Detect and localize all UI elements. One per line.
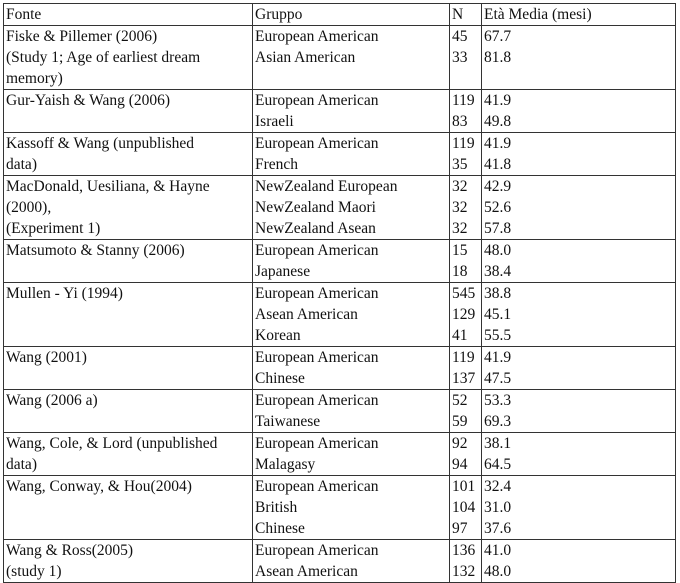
sample-size: 92 bbox=[452, 435, 468, 452]
mean-age: 41.0 bbox=[484, 542, 512, 559]
source-line: memory) bbox=[6, 70, 63, 87]
mean-age: 64.5 bbox=[484, 456, 512, 473]
sample-size: 15 bbox=[452, 242, 468, 259]
mean-age: 41.9 bbox=[484, 135, 512, 152]
group-name: Asian American bbox=[255, 49, 356, 66]
group-cell bbox=[253, 240, 450, 283]
group-name: European American bbox=[255, 349, 379, 366]
age-cell bbox=[482, 176, 676, 240]
group-cell bbox=[253, 476, 450, 540]
source-line: (Experiment 1) bbox=[6, 220, 101, 237]
source-line: Wang & Ross(2005) bbox=[6, 542, 134, 559]
sample-size: 101 bbox=[452, 478, 476, 495]
sample-size: 132 bbox=[452, 563, 476, 580]
mean-age: 67.7 bbox=[484, 28, 512, 45]
group-name: British bbox=[255, 499, 298, 516]
source-cell bbox=[4, 176, 253, 240]
source-cell bbox=[4, 540, 253, 583]
sample-size: 97 bbox=[452, 520, 468, 537]
sample-size: 32 bbox=[452, 199, 468, 216]
header-n: N bbox=[450, 4, 482, 26]
mean-age: 57.8 bbox=[484, 220, 512, 237]
sample-size: 59 bbox=[452, 413, 468, 430]
group-cell bbox=[253, 133, 450, 176]
sample-size: 104 bbox=[452, 499, 476, 516]
group-name: European American bbox=[255, 135, 379, 152]
age-cell bbox=[482, 240, 676, 283]
group-name: Asean American bbox=[255, 563, 358, 580]
n-cell bbox=[450, 240, 482, 283]
source-line: Kassoff & Wang (unpublished bbox=[6, 135, 195, 152]
sample-size: 45 bbox=[452, 28, 468, 45]
header-group: Gruppo bbox=[253, 4, 450, 26]
age-cell bbox=[482, 133, 676, 176]
group-name: European American bbox=[255, 478, 379, 495]
group-name: Israeli bbox=[255, 113, 294, 130]
source-cell bbox=[4, 390, 253, 433]
source-line: Wang, Conway, & Hou(2004) bbox=[6, 478, 192, 495]
mean-age: 53.3 bbox=[484, 392, 512, 409]
sample-size: 119 bbox=[452, 135, 475, 152]
source-line: Wang (2006 a) bbox=[6, 392, 98, 409]
mean-age: 38.1 bbox=[484, 435, 512, 452]
age-cell bbox=[482, 26, 676, 90]
table-row bbox=[4, 283, 676, 347]
group-name: NewZealand Asean bbox=[255, 220, 376, 237]
source-cell bbox=[4, 90, 253, 133]
source-cell bbox=[4, 283, 253, 347]
source-line: Wang, Cole, & Lord (unpublished bbox=[6, 435, 218, 452]
mean-age: 41.9 bbox=[484, 349, 512, 366]
group-cell bbox=[253, 176, 450, 240]
mean-age: 48.0 bbox=[484, 242, 512, 259]
source-cell bbox=[4, 133, 253, 176]
age-cell bbox=[482, 540, 676, 583]
source-line: data) bbox=[6, 156, 37, 173]
group-name: Asean American bbox=[255, 306, 358, 323]
mean-age: 31.0 bbox=[484, 499, 512, 516]
group-name: European American bbox=[255, 542, 379, 559]
table-row bbox=[4, 240, 676, 283]
group-name: European American bbox=[255, 435, 379, 452]
group-cell bbox=[253, 390, 450, 433]
sample-size: 119 bbox=[452, 349, 475, 366]
group-name: European American bbox=[255, 285, 379, 302]
n-cell bbox=[450, 347, 482, 390]
group-name: Chinese bbox=[255, 520, 305, 537]
source-cell bbox=[4, 347, 253, 390]
n-cell bbox=[450, 133, 482, 176]
sample-size: 545 bbox=[452, 285, 476, 302]
source-cell bbox=[4, 26, 253, 90]
group-name: European American bbox=[255, 92, 379, 109]
group-name: Chinese bbox=[255, 370, 305, 387]
table-row bbox=[4, 347, 676, 390]
table-row bbox=[4, 90, 676, 133]
mean-age: 49.8 bbox=[484, 113, 512, 130]
group-cell bbox=[253, 433, 450, 476]
table-row bbox=[4, 176, 676, 240]
sample-size: 119 bbox=[452, 92, 475, 109]
table-row bbox=[4, 433, 676, 476]
source-line: Mullen - Yi (1994) bbox=[6, 285, 123, 302]
age-cell bbox=[482, 476, 676, 540]
table-row bbox=[4, 26, 676, 90]
mean-age: 37.6 bbox=[484, 520, 512, 537]
sample-size: 32 bbox=[452, 178, 468, 195]
n-cell bbox=[450, 433, 482, 476]
n-cell bbox=[450, 283, 482, 347]
source-line: (Study 1; Age of earliest dream bbox=[6, 49, 201, 66]
source-line: Fiske & Pillemer (2006) bbox=[6, 28, 158, 45]
source-line: data) bbox=[6, 456, 37, 473]
group-name: NewZealand European bbox=[255, 178, 398, 195]
group-name: NewZealand Maori bbox=[255, 199, 376, 216]
mean-age: 52.6 bbox=[484, 199, 512, 216]
group-cell bbox=[253, 26, 450, 90]
source-line: Matsumoto & Stanny (2006) bbox=[6, 242, 185, 259]
group-cell bbox=[253, 283, 450, 347]
age-cell bbox=[482, 347, 676, 390]
mean-age: 41.9 bbox=[484, 92, 512, 109]
sample-size: 129 bbox=[452, 306, 476, 323]
sample-size: 18 bbox=[452, 263, 468, 280]
group-name: Taiwanese bbox=[255, 413, 321, 430]
age-cell bbox=[482, 90, 676, 133]
group-cell bbox=[253, 540, 450, 583]
group-cell bbox=[253, 90, 450, 133]
n-cell bbox=[450, 476, 482, 540]
mean-age: 47.5 bbox=[484, 370, 512, 387]
group-name: Malagasy bbox=[255, 456, 316, 473]
mean-age: 45.1 bbox=[484, 306, 512, 323]
table-row bbox=[4, 390, 676, 433]
age-cell bbox=[482, 283, 676, 347]
sample-size: 52 bbox=[452, 392, 468, 409]
group-name: European American bbox=[255, 242, 379, 259]
table-row bbox=[4, 476, 676, 540]
group-name: European American bbox=[255, 392, 379, 409]
mean-age: 41.8 bbox=[484, 156, 512, 173]
n-cell bbox=[450, 26, 482, 90]
mean-age: 38.8 bbox=[484, 285, 512, 302]
n-cell bbox=[450, 540, 482, 583]
group-cell bbox=[253, 347, 450, 390]
source-line: Wang (2001) bbox=[6, 349, 87, 366]
source-cell bbox=[4, 433, 253, 476]
table-row bbox=[4, 540, 676, 583]
n-cell bbox=[450, 390, 482, 433]
mean-age: 32.4 bbox=[484, 478, 512, 495]
sample-size: 136 bbox=[452, 542, 476, 559]
sample-size: 35 bbox=[452, 156, 468, 173]
table-row bbox=[4, 133, 676, 176]
mean-age: 42.9 bbox=[484, 178, 512, 195]
source-cell bbox=[4, 476, 253, 540]
sample-size: 137 bbox=[452, 370, 476, 387]
header-age: Età Media (mesi) bbox=[482, 4, 676, 26]
mean-age: 81.8 bbox=[484, 49, 512, 66]
header-source: Fonte bbox=[4, 4, 253, 26]
age-cell bbox=[482, 390, 676, 433]
n-cell bbox=[450, 176, 482, 240]
group-name: European American bbox=[255, 28, 379, 45]
source-line: MacDonald, Uesiliana, & Hayne bbox=[6, 178, 210, 195]
source-cell bbox=[4, 240, 253, 283]
header-row bbox=[4, 4, 676, 26]
studies-table bbox=[3, 3, 676, 583]
group-name: Japanese bbox=[255, 263, 311, 280]
mean-age: 48.0 bbox=[484, 563, 512, 580]
mean-age: 55.5 bbox=[484, 327, 512, 344]
group-name: Korean bbox=[255, 327, 301, 344]
sample-size: 83 bbox=[452, 113, 468, 130]
sample-size: 33 bbox=[452, 49, 468, 66]
source-line: (2000), bbox=[6, 199, 52, 216]
source-line: Gur-Yaish & Wang (2006) bbox=[6, 92, 171, 109]
group-name: French bbox=[255, 156, 299, 173]
sample-size: 94 bbox=[452, 456, 468, 473]
n-cell bbox=[450, 90, 482, 133]
mean-age: 69.3 bbox=[484, 413, 512, 430]
mean-age: 38.4 bbox=[484, 263, 512, 280]
source-line: (study 1) bbox=[6, 563, 62, 580]
sample-size: 41 bbox=[452, 327, 468, 344]
age-cell bbox=[482, 433, 676, 476]
sample-size: 32 bbox=[452, 220, 468, 237]
